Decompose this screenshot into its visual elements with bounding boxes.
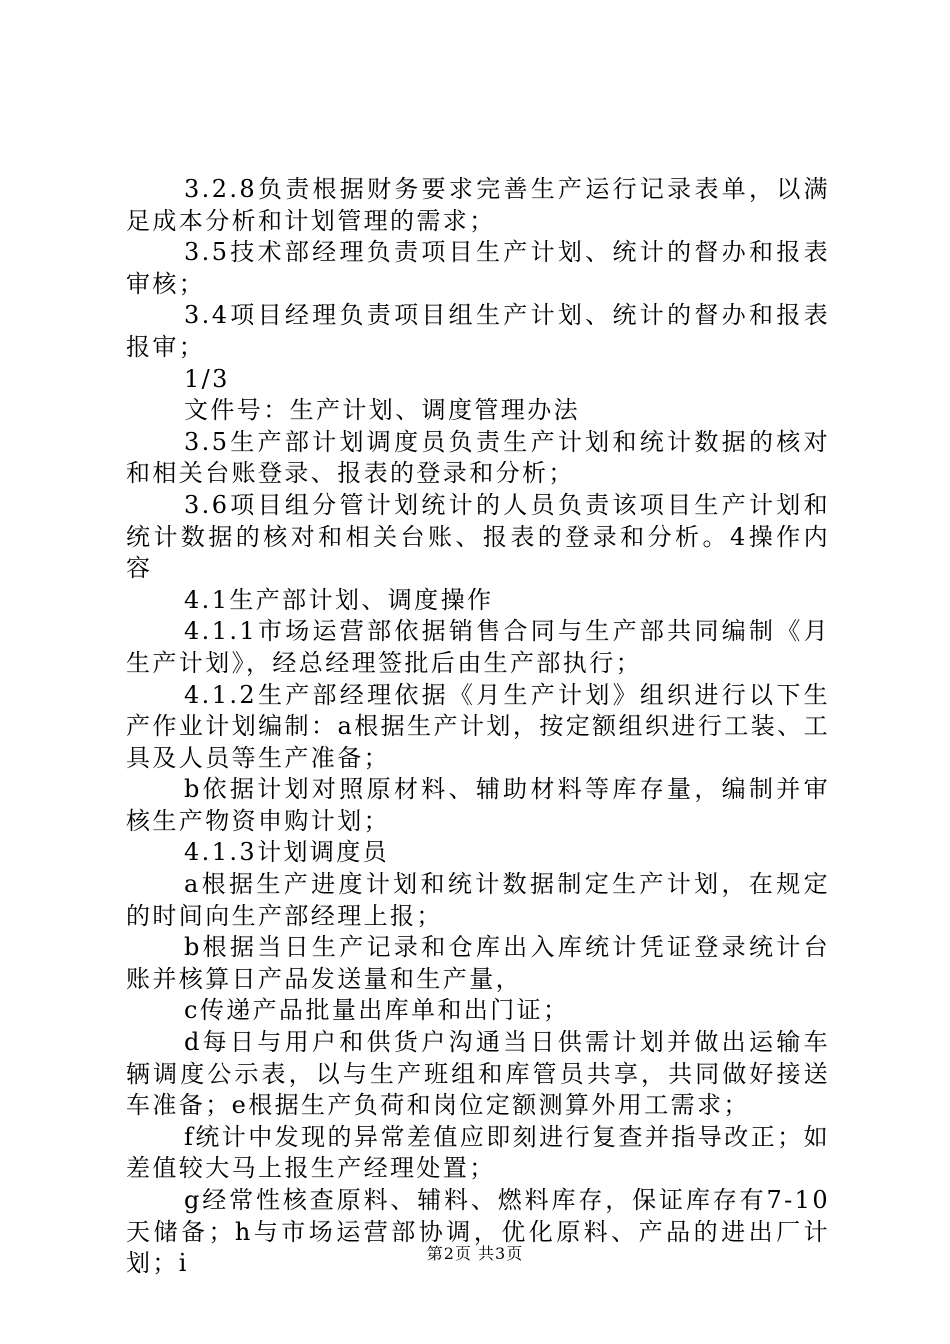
heading-4-1: 4.1生产部计划、调度操作 — [184, 585, 494, 614]
paragraph-3-5-tech-manager: 3.5技术部经理负责项目生产计划、统计的督办和报表审核； — [126, 238, 830, 298]
page-footer: 第2页 共3页 — [426, 1244, 524, 1263]
heading-4-1-3: 4.1.3计划调度员 — [184, 838, 390, 867]
paragraph-item-d-e: d每日与用户和供货户沟通当日供需计划并做出运输车辆调度公示表，以与生产班组和库管员共享，共同做好接送车准备；e根据生产负荷和岗位定额测算外用工需求； — [126, 1028, 830, 1120]
paragraph-item-f: f统计中发现的异常差值应即刻进行复查并指导改正；如差值较大马上报生产经理处置； — [126, 1122, 830, 1183]
paragraph-3-2-8: 3.2.8负责根据财务要求完善生产运行记录表单，以满足成本分析和计划管理的需求； — [126, 175, 830, 235]
paragraph-item-b-materials: b依据计划对照原材料、辅助材料等库存量，编制并审核生产物资申购计划； — [126, 775, 830, 835]
paragraph-item-b: b根据当日生产记录和仓库出入库统计凭证登录统计台账并核算日产品发送量和生产量， — [126, 933, 830, 993]
paragraph-item-a: a根据生产进度计划和统计数据制定生产计划，在规定的时间向生产部经理上报； — [126, 870, 830, 930]
page-marker: 1/3 — [184, 364, 230, 393]
paragraph-4-1-2: 4.1.2生产部经理依据《月生产计划》组织进行以下生产作业计划编制：a根据生产计划，按定额组织进行工装、工具及人员等生产准备； — [126, 680, 830, 772]
paragraph-3-5-dispatcher: 3.5生产部计划调度员负责生产计划和统计数据的核对和相关台账登录、报表的登录和分析； — [126, 427, 830, 488]
paragraph-item-g-h-i: g经常性核查原料、辅料、燃料库存，保证库存有7-10天储备；h与市场运营部协调，优化原料、产品的进出厂计划；i — [126, 1186, 830, 1278]
paragraph-3-6-project-staff: 3.6项目组分管计划统计的人员负责该项目生产计划和统计数据的核对和相关台账、报表的登录和分析。4操作内容 — [126, 490, 830, 583]
document-body — [126, 174, 830, 1280]
paragraph-3-4-project-manager: 3.4项目经理负责项目组生产计划、统计的督办和报表报审； — [126, 301, 830, 361]
paragraph-4-1-1: 4.1.1市场运营部依据销售合同与生产部共同编制《月生产计划》，经总经理签批后由生产部执行； — [126, 617, 830, 677]
file-number-line: 文件号：生产计划、调度管理办法 — [184, 396, 580, 425]
paragraph-item-c: c传递产品批量出库单和出门证； — [184, 996, 570, 1025]
